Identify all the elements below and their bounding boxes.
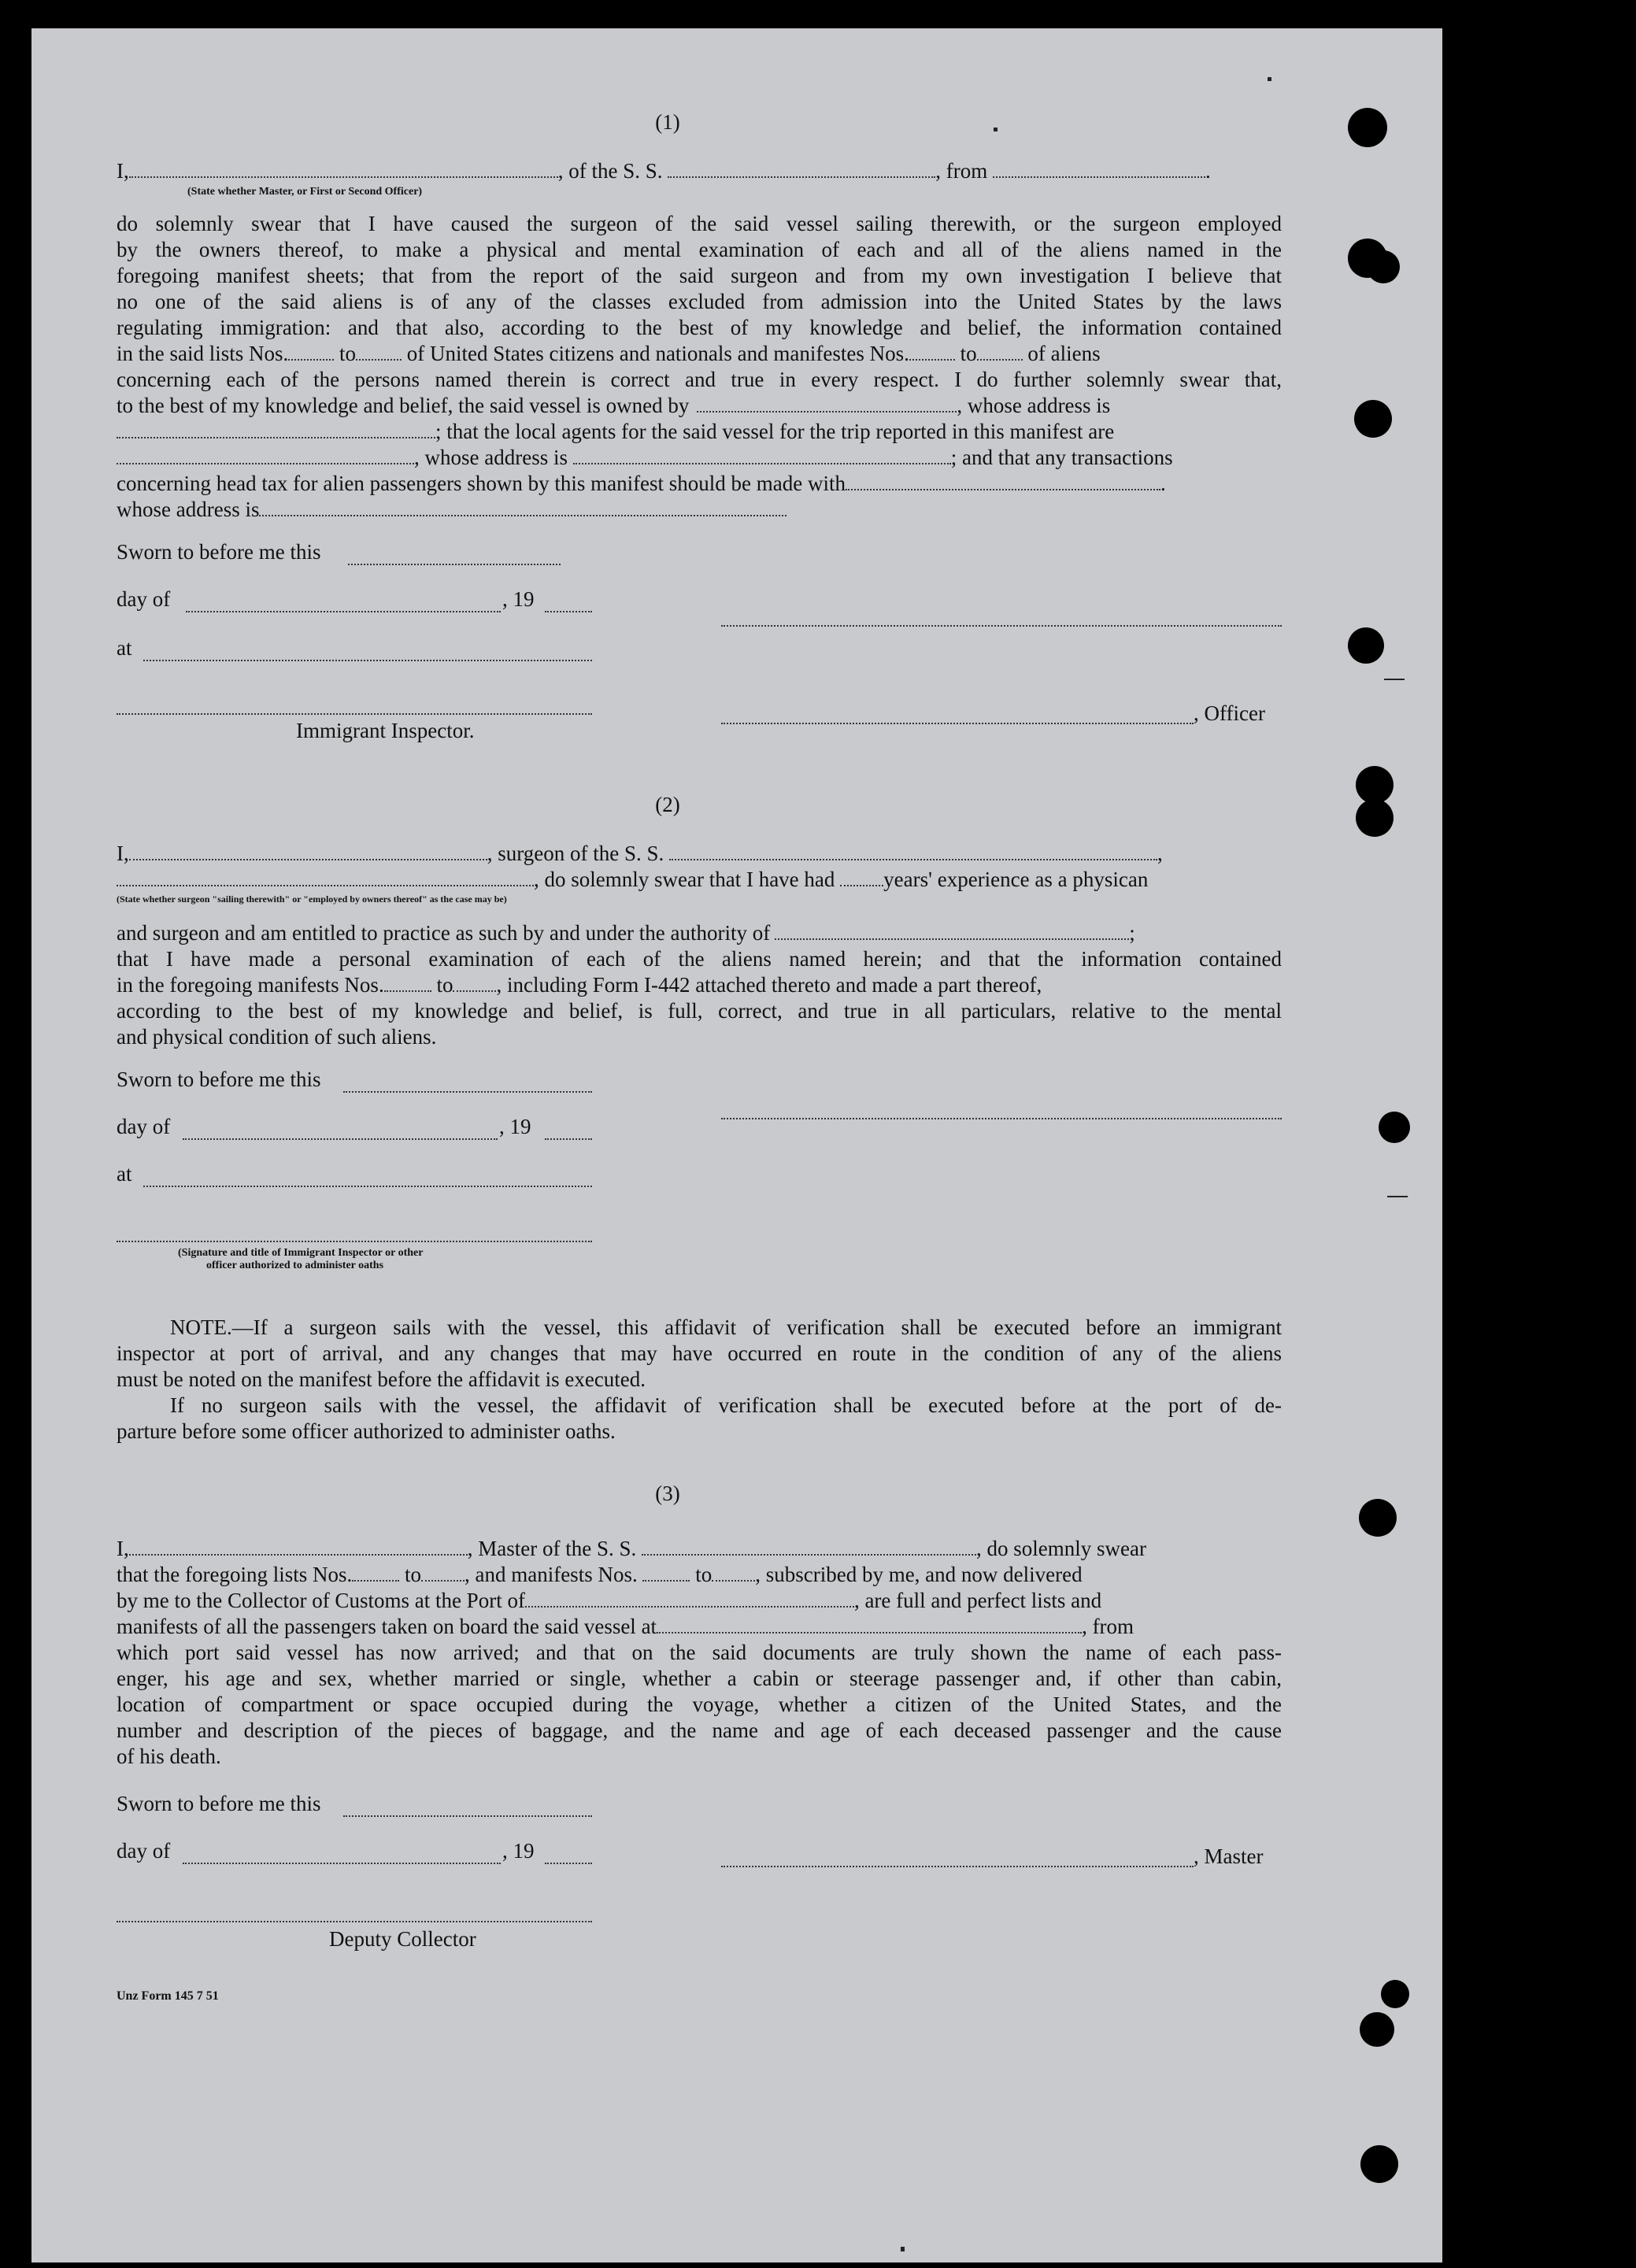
binder-hole: [1379, 1112, 1410, 1143]
s1-lists-from-field[interactable]: [288, 342, 334, 361]
s3-body-line: location of compartment or space occupied during the voyage, whether a citizen of the United States, and the: [117, 1693, 1282, 1716]
binder-hole: [1348, 627, 1384, 664]
s2-surgeon-signature-line[interactable]: [721, 1118, 1282, 1119]
binder-hole: [1381, 1980, 1409, 2008]
s1-officer-signature-line[interactable]: [721, 625, 1282, 627]
s1-nos-line: in the said lists Nos. to of United States citizens and nationals and manifestes Nos. to of aliens: [117, 342, 1101, 365]
s1-day-field[interactable]: [186, 611, 501, 612]
s2-dayof-label: day of: [117, 1115, 171, 1138]
s3-sworn-label: Sworn to before me this: [117, 1792, 321, 1815]
s1-whose-line: whose address is: [117, 497, 1282, 523]
s3-boarded-at-field[interactable]: [657, 1615, 1082, 1633]
s2-at-field[interactable]: [143, 1186, 592, 1187]
s1-at-field[interactable]: [143, 660, 592, 661]
s1-i-label: I,: [117, 159, 129, 183]
s1-agents-field[interactable]: [117, 446, 414, 464]
s3-collector-signature-line[interactable]: [117, 1921, 592, 1922]
s1-dayof-label: day of: [117, 587, 171, 611]
section-3-number: (3): [655, 1482, 680, 1505]
s1-owned-line: to the best of my knowledge and belief, the said vessel is owned by , whose address is: [117, 394, 1111, 417]
s1-body-line: foregoing manifest sheets; that from the report of the said surgeon and from my own investigation I believe that: [117, 264, 1282, 287]
s1-inspector-label: Immigrant Inspector.: [296, 719, 475, 742]
s1-vessel-field[interactable]: [668, 159, 935, 178]
s2-surgeon-type-field[interactable]: [117, 868, 534, 886]
s1-from-field[interactable]: [993, 159, 1205, 178]
s1-whose-address-field[interactable]: [259, 498, 787, 516]
binder-hole: [1354, 400, 1392, 438]
s1-headtax-line: concerning head tax for alien passengers shown by this manifest should be made with .: [117, 472, 1166, 495]
binder-hole: [1356, 799, 1394, 837]
s1-year-label: , 19: [502, 587, 535, 611]
note-line: must be noted on the manifest before the affidavit is executed.: [117, 1367, 646, 1391]
s1-year-field[interactable]: [545, 611, 592, 612]
s3-body-line: which port said vessel has now arrived; and that on the said documents are truly shown the name of each pass-: [117, 1641, 1282, 1664]
section-2-number: (2): [655, 793, 680, 816]
s1-subnote: (State whether Master, or First or Second Officer): [187, 186, 423, 198]
s1-officer-title-line[interactable]: [721, 723, 1194, 724]
s3-dayof-label: day of: [117, 1839, 171, 1863]
s3-day-field[interactable]: [183, 1863, 501, 1864]
note-line: NOTE.—If a surgeon sails with the vessel, this affidavit of verification shall be executed before an immigrant: [170, 1315, 1282, 1339]
s2-body-line: according to the best of my knowledge and belief, is full, correct, and true in all particulars, relative to the mental: [117, 999, 1282, 1023]
s2-authority-line: and surgeon and am entitled to practice as such by and under the authority of ;: [117, 921, 1135, 945]
s2-year-label: , 19: [499, 1115, 531, 1138]
s1-manifests-to-field[interactable]: [977, 342, 1023, 361]
s1-headtax-field[interactable]: [846, 472, 1160, 490]
s2-body-line: and physical condition of such aliens.: [117, 1025, 437, 1049]
s1-agents-line: ; that the local agents for the said vessel for the trip reported in this manifest are: [117, 419, 1282, 445]
s2-authority-field[interactable]: [775, 921, 1129, 940]
scan-dash: [1387, 1196, 1408, 1197]
s2-day-field[interactable]: [183, 1138, 498, 1140]
s1-sworn-label: Sworn to before me this: [117, 540, 321, 564]
s2-signote-2: officer authorized to administer oaths: [206, 1260, 384, 1271]
s2-at-label: at: [117, 1162, 132, 1186]
s2-sworn-label: Sworn to before me this: [117, 1067, 321, 1091]
s3-port-field[interactable]: [525, 1589, 854, 1608]
section-1-number: (1): [655, 110, 680, 134]
form-id: Unz Form 145 7 51: [117, 1989, 219, 2003]
s3-body-line: number and description of the pieces of baggage, and the name and age of each deceased passenger and the cause: [117, 1719, 1282, 1742]
s2-manifests-from-field[interactable]: [384, 973, 431, 992]
s1-body-line: do solemnly swear that I have caused the surgeon of the said vessel sailing therewith, or the surgeon employed: [117, 212, 1282, 235]
s1-owner-address-field[interactable]: [117, 420, 435, 438]
scan-dash: [1384, 679, 1405, 680]
s3-manifests-from-field[interactable]: [642, 1563, 690, 1582]
s1-body-line: concerning each of the persons named therein is correct and true in every respect. I do further solemnly swear that,: [117, 368, 1282, 391]
s2-line-2: , do solemnly swear that I have had years' experience as a physican: [117, 867, 1282, 893]
s2-sworn-field[interactable]: [343, 1091, 592, 1093]
scan-speck: [901, 2247, 905, 2251]
s3-line-3: by me to the Collector of Customs at the Port of , are full and perfect lists and: [117, 1589, 1102, 1612]
binder-hole: [1356, 766, 1394, 804]
s1-agents-line-2: , whose address is ; and that any transactions: [117, 445, 1282, 471]
binder-hole: [1359, 1499, 1397, 1537]
s3-year-field[interactable]: [545, 1863, 592, 1864]
s3-sworn-field[interactable]: [343, 1815, 592, 1817]
s3-lists-to-field[interactable]: [421, 1563, 465, 1582]
binder-hole: [1367, 250, 1400, 283]
s2-form-line: in the foregoing manifests Nos. to , including Form I-442 attached thereto and made a part thereof,: [117, 973, 1042, 997]
s3-line-4: manifests of all the passengers taken on board the said vessel at , from: [117, 1615, 1134, 1638]
s3-line-2: that the foregoing lists Nos. to , and manifests Nos. to , subscribed by me, and now delivered: [117, 1563, 1083, 1586]
s1-agents-address-field[interactable]: [573, 446, 951, 464]
s1-from-label: , from: [935, 159, 988, 183]
s2-line-1: I, , surgeon of the S. S. ,: [117, 842, 1163, 865]
s3-master-label: , Master: [1194, 1844, 1264, 1868]
s3-collector-label: Deputy Collector: [329, 1927, 476, 1951]
s3-manifests-to-field[interactable]: [712, 1563, 755, 1582]
s2-subnote: (State whether surgeon "sailing therewith" or "employed by owners thereof" as the case may be): [117, 894, 507, 905]
s2-vessel-field[interactable]: [669, 842, 1157, 860]
scan-speck: [1268, 77, 1271, 81]
s3-line-1: I, , Master of the S. S. , do solemnly swear: [117, 1537, 1146, 1560]
s2-body-line: that I have made a personal examination of each of the aliens named herein; and that the information contained: [117, 947, 1282, 971]
s3-vessel-field[interactable]: [642, 1537, 976, 1556]
s1-line-1: I, , of the S. S. , from .: [117, 159, 1211, 183]
s1-inspector-signature-line[interactable]: [117, 713, 592, 715]
s1-sworn-field[interactable]: [348, 564, 561, 565]
s1-body-line: no one of the said aliens is of any of the classes excluded from admission into the United States by the laws: [117, 290, 1282, 313]
binder-hole: [1348, 108, 1387, 147]
note-line: parture before some officer authorized to administer oaths.: [117, 1419, 616, 1443]
s2-signote-1: (Signature and title of Immigrant Inspector or other: [178, 1247, 424, 1259]
s1-officer-name-field[interactable]: [129, 159, 558, 178]
s1-body-line: regulating immigration: and that also, according to the best of my knowledge and belief, the information contained: [117, 316, 1282, 339]
note-line: inspector at port of arrival, and any changes that may have occurred en route in the condition of any of the aliens: [117, 1341, 1282, 1365]
note-line: If no surgeon sails with the vessel, the affidavit of verification shall be executed before at the port of de-: [170, 1393, 1282, 1417]
s1-officer-label: , Officer: [1194, 701, 1265, 725]
scan-speck: [994, 128, 998, 131]
s3-body-line: of his death.: [117, 1744, 221, 1768]
s1-body-line: by the owners thereof, to make a physical and mental examination of each and all of the aliens named in the: [117, 238, 1282, 261]
s3-year-label: , 19: [502, 1839, 535, 1863]
s2-manifests-to-field[interactable]: [453, 973, 496, 992]
s2-inspector-signature-line[interactable]: [117, 1241, 592, 1242]
s2-surgeon-name-field[interactable]: [129, 842, 487, 860]
s2-years-field[interactable]: [840, 868, 883, 886]
s3-master-name-field[interactable]: [129, 1537, 468, 1556]
form-page: [31, 28, 1442, 2262]
s1-manifests-from-field[interactable]: [909, 342, 955, 361]
s3-master-signature-line[interactable]: [721, 1866, 1194, 1867]
s1-at-label: at: [117, 636, 132, 660]
s1-of-ss-label: , of the S. S.: [557, 159, 663, 183]
binder-hole: [1360, 2145, 1398, 2183]
s1-lists-to-field[interactable]: [356, 342, 402, 361]
s3-body-line: enger, his age and sex, whether married or single, whether a cabin or steerage passenger and, if other than cabin,: [117, 1667, 1282, 1690]
s3-lists-from-field[interactable]: [352, 1563, 399, 1582]
s1-owner-field[interactable]: [697, 394, 957, 413]
s2-year-field[interactable]: [545, 1138, 592, 1140]
binder-hole: [1360, 2012, 1394, 2047]
